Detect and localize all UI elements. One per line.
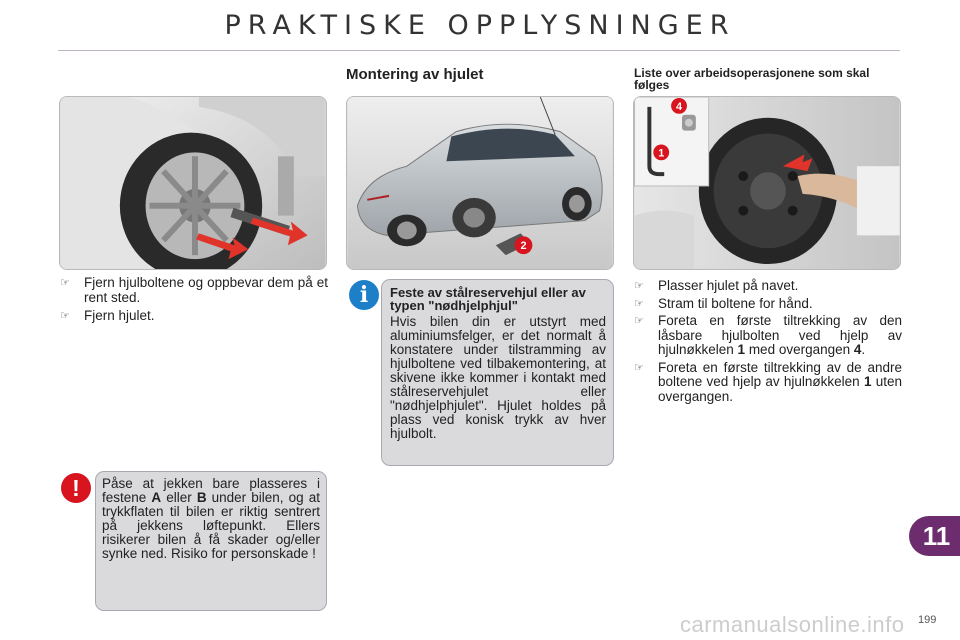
watermark: carmanualsonline.info <box>680 612 905 637</box>
list-item: ☞ Plasser hjulet på navet. <box>634 278 799 293</box>
list-item: ☞ Foreta en første tiltrekking av den låsbare hjulbolten ved hjelp av hjulnøkkelen 1 med overgangen 4. <box>634 313 902 357</box>
left-bullet-list <box>60 276 328 328</box>
section-title-operations-list: Liste over arbeidsoperasjonene som skal følges <box>634 66 870 92</box>
page-title: PRAKTISKE OPPLYSNINGER <box>224 10 736 41</box>
arrow-right-icon: ☞ <box>634 315 644 327</box>
header-divider <box>58 50 900 51</box>
list-item: ☞ Foreta en første tiltrekking av de andre boltene ved hjelp av hjulnøkkelen 1 uten overgangen. <box>634 359 902 404</box>
badge-1-label: 1 <box>658 147 665 160</box>
spare-wheel-illustration <box>634 97 900 269</box>
badge-2-label: 2 <box>520 240 527 253</box>
arrow-right-icon: ☞ <box>60 277 70 289</box>
page-number: 199 <box>918 614 937 626</box>
info-icon: i <box>349 280 379 310</box>
info-title: Feste av stålreservehjul eller av typen "nødhjelphjul" <box>390 285 586 313</box>
list-item: ☞ Fjern hjulboltene og oppbevar dem på et rent sted. <box>60 275 328 305</box>
photo-mount-spare-wheel <box>633 96 901 270</box>
badge-4-label: 4 <box>675 100 683 113</box>
arrow-right-icon: ☞ <box>634 280 644 292</box>
photo-car-on-jack <box>346 96 614 270</box>
exclamation-icon: ! <box>61 473 91 503</box>
warning-box-jack-placement: Påse at jekken bare plasseres i festene A eller B under bilen, og at trykkflaten til bilen er riktig sentrert på jekkens løftepunkt. Ellers risikerer bilen å få skader og/eller synke ned. Risiko for personskade ! <box>95 471 327 611</box>
section-title-mounting: Montering av hjulet <box>346 66 484 83</box>
label-a: A <box>151 490 162 505</box>
list-item: ☞ Fjern hjulet. <box>60 308 155 323</box>
info-text: Hvis bilen din er utstyrt med aluminiumsfelger, er det normalt å konstatere under tilstramming av hjulboltene ved tilbakemontering, at skivene ikke kommer i kontakt med stålreservehjulet eller "nødhjelphjulet". Hjulet holdes på plass ved konisk trykk av hver hjulbolt. <box>390 314 606 441</box>
arrow-right-icon: ☞ <box>634 297 644 310</box>
list-item: ☞ Stram til boltene for hånd. <box>634 295 813 311</box>
photo-remove-wheel-bolts <box>59 96 327 270</box>
wheel-removal-illustration <box>60 97 326 269</box>
car-jack-illustration <box>347 97 613 269</box>
arrow-right-icon: ☞ <box>634 361 644 374</box>
right-bullet-list <box>634 279 902 407</box>
label-b: B <box>196 490 207 505</box>
info-box-steel-spare-wheel <box>381 279 614 466</box>
arrow-right-icon: ☞ <box>60 310 70 322</box>
chapter-tab: 11 <box>909 516 960 556</box>
